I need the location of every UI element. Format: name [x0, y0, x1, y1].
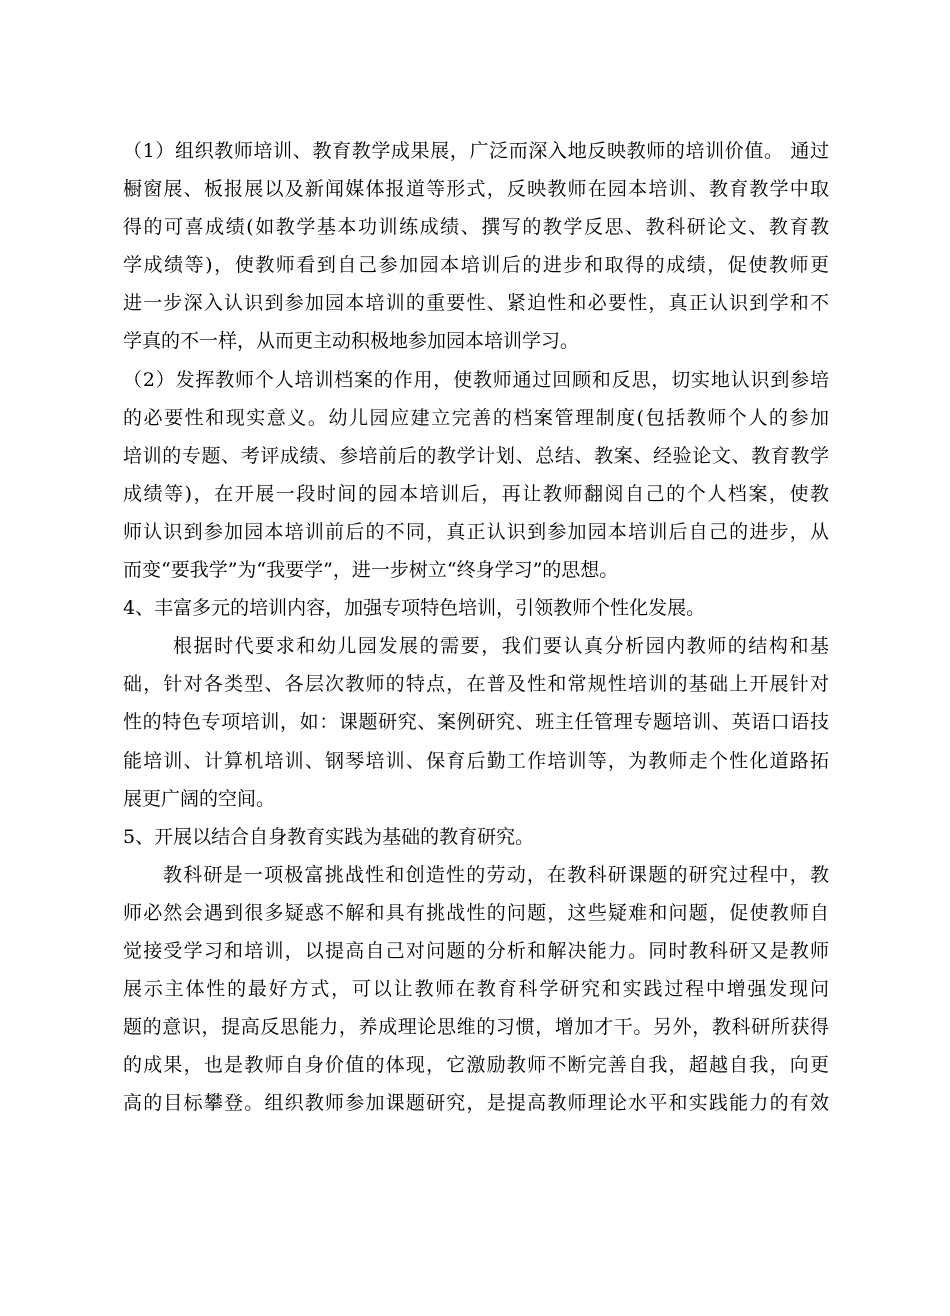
text-line: （2）发挥教师个人培训档案的作用，使教师通过回顾和反思，切实地认识到参培 [123, 368, 829, 391]
document-body [123, 132, 829, 1122]
text-line: 成绩等)，在开展一段时间的园本培训后，再让教师翻阅自己的个人档案，使教 [123, 482, 829, 505]
text-line: 进一步深入认识到参加园本培训的重要性、紧迫性和必要性，真正认识到学和不 [123, 292, 829, 315]
text-line: 展更广阔的空间。 [123, 787, 276, 810]
text-line: 题的意识，提高反思能力，养成理论思维的习惯，增加才干。另外，教科研所获得 [123, 1016, 829, 1039]
text-line: 展示主体性的最好方式，可以让教师在教育科学研究和实践过程中增强发现问 [123, 978, 829, 1001]
section-heading: 5、开展以结合自身教育实践为基础的教育研究。 [123, 825, 535, 848]
text-line: 师认识到参加园本培训前后的不同，真正认识到参加园本培训后自己的进步，从 [123, 520, 829, 543]
text-line: 的成果，也是教师自身价值的体现，它激励教师不断完善自我，超越自我，向更 [123, 1054, 829, 1077]
text-line: 觉接受学习和培训，以提高自己对问题的分析和解决能力。同时教科研又是教师 [123, 939, 829, 962]
text-line: 培训的专题、考评成绩、参培前后的教学计划、总结、教案、经验论文、教育教学 [123, 444, 829, 467]
text-line: 教科研是一项极富挑战性和创造性的劳动，在教科研课题的研究过程中，教 [163, 863, 829, 886]
text-line: 学成绩等)，使教师看到自己参加园本培训后的进步和取得的成绩，促使教师更 [123, 254, 829, 277]
text-line: 得的可喜成绩(如教学基本功训练成绩、撰写的教学反思、教科研论文、教育教 [123, 216, 829, 239]
text-line: 根据时代要求和幼儿园发展的需要，我们要认真分析园内教师的结构和基 [173, 635, 829, 658]
text-line: 师必然会遇到很多疑惑不解和具有挑战性的问题，这些疑难和问题，促使教师自 [123, 901, 829, 924]
text-line: 础，针对各类型、各层次教师的特点，在普及性和常规性培训的基础上开展针对 [123, 673, 829, 696]
text-line: 性的特色专项培训，如：课题研究、案例研究、班主任管理专题培训、英语口语技 [123, 711, 829, 734]
text-line: 学真的不一样，从而更主动积极地参加园本培训学习。 [123, 330, 580, 353]
text-line: （1）组织教师培训、教育教学成果展，广泛而深入地反映教师的培训价值。 通过 [123, 140, 829, 162]
text-line: 而变“要我学”为“我要学”，进一步树立“终身学习”的思想。 [123, 559, 619, 582]
text-line: 高的目标攀登。组织教师参加课题研究，是提高教师理论水平和实践能力的有效 [123, 1092, 829, 1115]
text-line: 的必要性和现实意义。幼儿园应建立完善的档案管理制度(包括教师个人的参加 [123, 406, 829, 429]
text-line: 能培训、计算机培训、钢琴培训、保育后勤工作培训等，为教师走个性化道路拓 [123, 749, 829, 772]
text-line: 橱窗展、板报展以及新闻媒体报道等形式，反映教师在园本培训、教育教学中取 [123, 178, 829, 201]
section-heading: 4、丰富多元的培训内容，加强专项特色培训，引领教师个性化发展。 [123, 597, 706, 620]
